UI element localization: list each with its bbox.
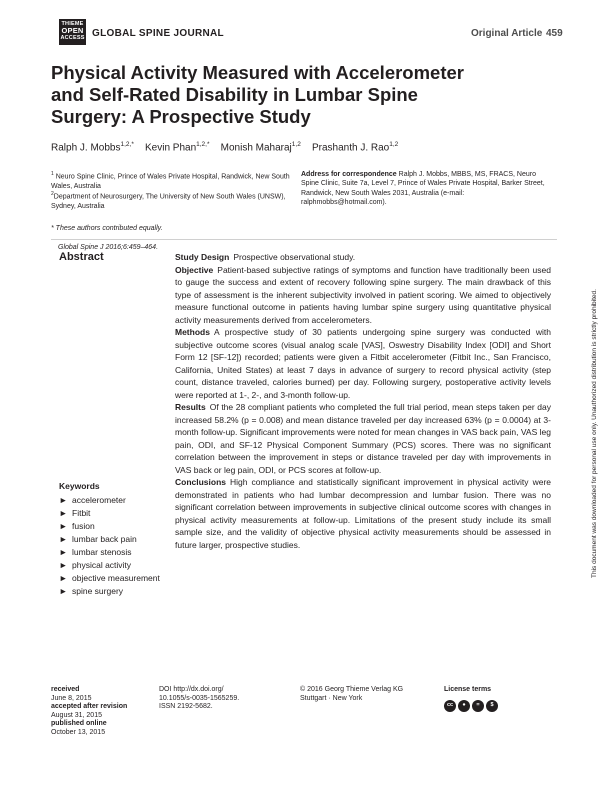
abstract-section — [175, 326, 551, 401]
affil-number: 2 — [51, 191, 54, 197]
keyword-text: spine surgery — [72, 586, 124, 596]
author-list — [51, 141, 398, 153]
accepted-date: August 31, 2015 — [51, 711, 102, 719]
author-name[interactable]: Ralph J. Mobbs — [51, 142, 121, 154]
keyword-text: physical activity — [72, 560, 132, 570]
affil-number: 1 — [51, 171, 54, 177]
keyword-text: fusion — [72, 521, 95, 531]
section-text: Patient-based subjective ratings of symptoms and function have traditionally been used to gauge the success and extent of recovery following spine surgery. The main drawback of this type of assessment is the inherent subjectivity involved in patient scoring. We aimed to objectively measure functional outcome in patients having lumbar spine surgery using quantitative physical activity measurements derived from accelerometers. — [175, 264, 551, 325]
license-block — [444, 686, 544, 712]
section-heading: Conclusions — [175, 477, 227, 487]
thieme-open-access-logo — [59, 19, 86, 45]
arrow-right-icon: ► — [59, 495, 68, 505]
author-affil: 1,2 — [389, 141, 399, 148]
section-heading: Study Design — [175, 252, 230, 262]
abstract-section — [175, 264, 551, 327]
published-date: October 13, 2015 — [51, 728, 106, 736]
equal-contribution-note: * These authors contributed equally. — [51, 225, 163, 232]
affiliation-1 — [51, 170, 296, 191]
correspondence-label: Address for correspondence — [301, 171, 397, 178]
keyword-text: accelerometer — [72, 495, 126, 505]
cc-icon: cc — [444, 700, 456, 712]
section-text: Prospective observational study. — [233, 252, 356, 262]
arrow-right-icon: ► — [59, 521, 68, 531]
author-name[interactable]: Monish Maharaj — [220, 142, 292, 154]
arrow-right-icon: ► — [59, 573, 68, 583]
keyword-item[interactable] — [59, 585, 169, 598]
abstract-section — [175, 251, 551, 264]
journal-name: GLOBAL SPINE JOURNAL — [92, 28, 224, 39]
author-affil: 1,2,* — [196, 141, 210, 148]
keyword-text: lumbar back pain — [72, 534, 137, 544]
copyright: © 2016 Georg Thieme Verlag KG — [300, 686, 404, 693]
author-affil: 1,2 — [291, 141, 301, 148]
abstract-heading: Abstract — [59, 251, 104, 263]
keyword-item[interactable] — [59, 546, 169, 559]
copyright-block — [300, 686, 435, 703]
cc-nd-icon: = — [472, 700, 484, 712]
abstract-body — [175, 251, 551, 551]
arrow-right-icon: ► — [59, 534, 68, 544]
keyword-list — [59, 494, 169, 598]
received-label: received — [51, 686, 80, 693]
publisher-location: Stuttgart · New York — [300, 694, 363, 702]
logo-line-1: THIEME — [61, 21, 84, 27]
logo-line-2: OPEN — [61, 26, 84, 36]
arrow-right-icon: ► — [59, 560, 68, 570]
keyword-text: Fitbit — [72, 508, 91, 518]
keyword-item[interactable] — [59, 533, 169, 546]
keyword-item[interactable] — [59, 559, 169, 572]
section-heading: Methods — [175, 327, 210, 337]
correspondence-address — [301, 170, 551, 208]
section-heading: Objective — [175, 264, 214, 275]
keyword-item[interactable] — [59, 494, 169, 507]
download-notice: This document was downloaded for personal use only. Unauthorized distribution is strictly prohibited. — [591, 289, 598, 578]
keyword-item[interactable] — [59, 572, 169, 585]
article-title: Physical Activity Measured with Accelerometer and Self-Rated Disability in Lumbar Spine Surgery: A Prospective Study — [51, 62, 464, 127]
doi-value[interactable]: 10.1055/s-0035-1565259. — [159, 694, 240, 702]
license-terms-link[interactable]: License terms — [444, 686, 492, 693]
arrow-right-icon: ► — [59, 508, 68, 518]
keyword-text: lumbar stenosis — [72, 547, 132, 557]
section-heading: Results — [175, 402, 206, 412]
publication-dates — [51, 686, 151, 738]
arrow-right-icon: ► — [59, 586, 68, 596]
keyword-item[interactable] — [59, 520, 169, 533]
doi-block — [159, 686, 294, 712]
cc-by-icon: ● — [458, 700, 470, 712]
accepted-label: accepted after revision — [51, 703, 128, 711]
author-affil: 1,2,* — [120, 141, 134, 148]
cc-license-icons[interactable] — [444, 700, 544, 712]
author-name[interactable]: Kevin Phan — [144, 142, 197, 154]
abstract-section — [175, 476, 551, 551]
article-type: Original Article — [471, 28, 543, 39]
issn: ISSN 2192-5682. — [159, 703, 213, 711]
correspondence-text: Ralph J. Mobbs, MBBS, MS, FRACS, Neuro Spine Clinic, Suite 7a, Level 7, Prince of Wales Private Hospital, Barker Street, Randwick, New South Wales 2031, Australia (e-mail: ralphmobbs@hotmail.com). — [301, 171, 545, 207]
affiliation-2 — [51, 190, 296, 211]
section-text: A prospective study of 30 patients undergoing spine surgery was conducted with subjective outcome scores (visual analog scale [VAS], Oswestry Disability Index [ODI] and Short Form 12 [SF-12]) recorded; patients were given a Fitbit accelerometer (Fitbit Inc., San Francisco, California, United States) at least 7 days in advance of surgery to record physical activity (step count, distance traveled, calories burned) per day. Following surgery, postoperative activity levels were reported at 1-, 2-, and 3-month follow-up. — [175, 327, 551, 400]
doi-link[interactable]: DOI http://dx.doi.org/ — [159, 686, 224, 693]
cc-nc-icon: $ — [486, 700, 498, 712]
published-label: published online — [51, 720, 107, 728]
affil-text: Department of Neurosurgery, The University of New South Wales (UNSW), Sydney, Australia — [51, 193, 286, 210]
keywords-heading: Keywords — [59, 481, 100, 491]
author-name[interactable]: Prashanth J. Rao — [311, 142, 390, 154]
keyword-text: objective measurement — [72, 573, 160, 583]
logo-line-3: ACCESS — [60, 35, 85, 42]
citation: Global Spine J 2016;6:459–464. — [58, 244, 159, 251]
section-text: High compliance and statistically significant improvement in physical activity were demonstrated in patients who had lumbar decompression and lumbar fusion. There was no significant correlation between improvements in subjective clinical outcome scores with changes in physical activity measurements at follow-up. Limitations of the present study include its small sample size, and the validity of objective physical activity measurements should be assessed in future larger, prospective studies. — [175, 477, 551, 550]
arrow-right-icon: ► — [59, 547, 68, 557]
affil-text: Neuro Spine Clinic, Prince of Wales Private Hospital, Randwick, New South Wales, Australia — [51, 173, 290, 190]
abstract-section — [175, 401, 551, 476]
received-date: June 8, 2015 — [51, 694, 92, 702]
page-number: 459 — [546, 28, 563, 39]
section-text: Of the 28 compliant patients who completed the full trial period, mean steps taken per day increased 58.2% (p = 0.008) and mean distance traveled per day increased 63% (p = 0.0004) at 3-month follow-up. Significant improvements were noted for mean changes in VAS back pain, VAS leg pain, ODI, and SF-12 Physical Component Summary (PCS) scores. There was no significant correlation between the improvement in steps or distance traveled per day with improvements in VAS back or leg pain, ODI, or PCS scores at follow-up. — [175, 402, 551, 475]
keyword-item[interactable] — [59, 507, 169, 520]
